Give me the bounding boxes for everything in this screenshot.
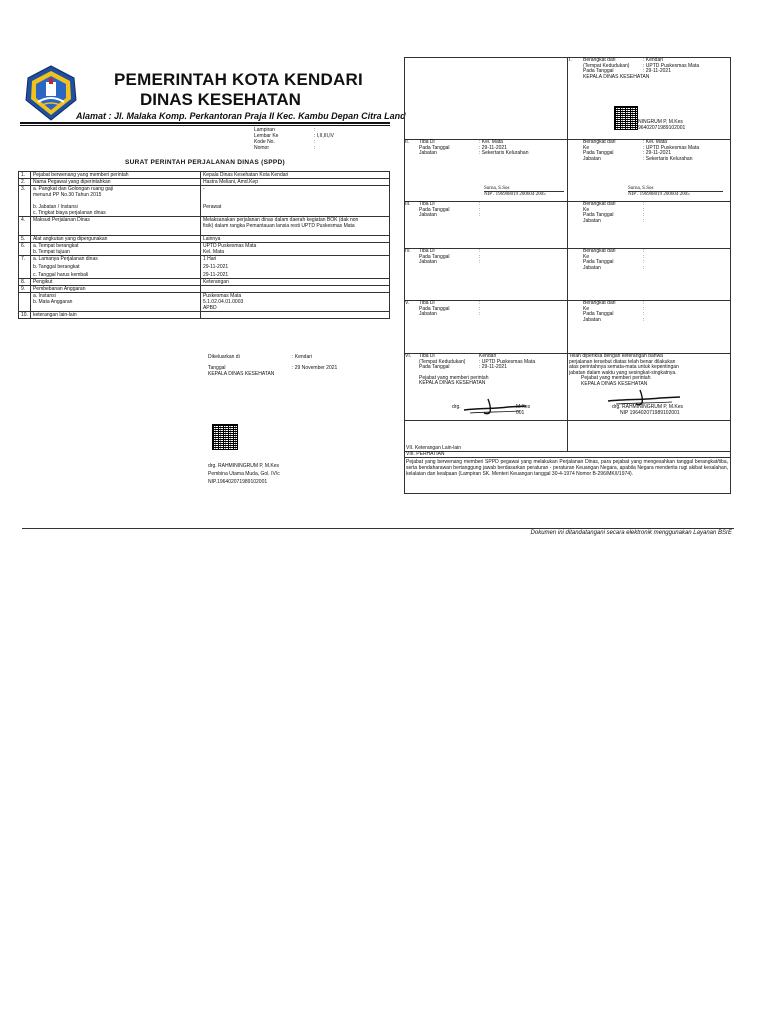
section-number: VI. <box>405 353 412 359</box>
row-value <box>200 217 389 236</box>
row-value-line: APBD <box>202 305 217 311</box>
row-value <box>200 312 389 319</box>
field-value: : Kendari <box>643 57 664 63</box>
row-number: 7. <box>19 256 31 279</box>
field-value: : Kel. Mata <box>643 139 667 145</box>
row-label-line: c. Tingkat biaya perjalanan dinas <box>32 210 106 216</box>
table-row <box>19 217 390 236</box>
field-label: Berangkat dari <box>583 139 616 145</box>
section-number: II. <box>405 139 410 145</box>
row-value-line: Perawat <box>202 204 222 210</box>
row-label: Nama Pegawai yang diperintahkan <box>30 179 200 186</box>
field-label: Jabatan <box>583 217 601 224</box>
field-value: : <box>643 217 645 224</box>
qr-code-icon <box>212 424 238 450</box>
field-command: Pejabat yang memberi perintah <box>581 375 651 381</box>
field-label: Pada Tanggal <box>583 311 614 317</box>
field-label: Pada Tanggal <box>419 253 450 260</box>
row-label-line: a. Lamanya Perjalanan dinas <box>32 256 98 262</box>
meta-value: : <box>314 127 316 133</box>
row-value-line: 29-11-2021 <box>202 272 229 278</box>
sppd-table <box>18 171 390 319</box>
row-label-line: c. Tanggal harus kembali <box>32 272 89 278</box>
department-name: DINAS KESEHATAN <box>140 90 301 109</box>
field-label: Pada Tanggal <box>419 305 450 312</box>
field-label: Pada Tanggal <box>419 144 450 151</box>
table-row <box>19 256 390 279</box>
row-value: Kepala Dinas Kesehatan Kota Kendari <box>200 172 389 179</box>
field-label: Tiba Di <box>419 353 435 359</box>
field-value: : <box>479 201 481 207</box>
field-value: : <box>479 248 481 254</box>
field-label: Berangkat dari <box>583 57 616 63</box>
section-vi-signatory-left <box>452 405 530 416</box>
table-row <box>19 286 390 293</box>
section-v-arrival <box>405 301 480 318</box>
field-value: : <box>643 206 645 213</box>
field-office: KEPALA DINAS KESEHATAN <box>583 73 650 80</box>
meta-value: : <box>314 145 316 151</box>
meta-key: Lembar Ke <box>254 133 279 139</box>
field-value: : <box>643 201 645 207</box>
signatory-name: drg. RAHMININGRUM P, M.Kes <box>612 404 684 410</box>
row-value-line: Melaksanakan perjalanan dinas dalam daerah kegiatan BOK (dak non <box>202 217 359 223</box>
field-label: Jabatan <box>583 264 601 271</box>
row-label-line: b. Mata Anggaran <box>32 299 73 305</box>
row-number: 1. <box>19 172 31 179</box>
row-label <box>30 256 200 279</box>
row-number: 3. <box>19 186 31 217</box>
row-label: Maksud Perjalanan Dinas <box>30 217 200 236</box>
field-value: : UPTD Puskesmas Mata <box>643 62 700 69</box>
field-label: Tiba Di <box>419 300 435 306</box>
row-label-line: menurut PP No.30 Tahun 2015 <box>32 192 102 198</box>
row-number: 8. <box>19 279 31 286</box>
section-ii-departure <box>583 140 699 162</box>
document-title: SURAT PERINTAH PERJALANAN DINAS (SPPD) <box>125 159 285 166</box>
row-value-line: Puskesmas Mata <box>202 293 242 299</box>
field-label: Pada Tanggal <box>583 150 614 156</box>
row-label-line: b. Tanggal berangkat <box>32 264 80 270</box>
field-value: : <box>643 259 645 265</box>
table-row <box>19 243 390 256</box>
qr-code-icon <box>614 106 638 130</box>
field-office: KEPALA DINAS KESEHATAN <box>581 380 648 387</box>
issue-place-label: Dikeluarkan di <box>208 354 240 360</box>
section-vii <box>406 446 461 457</box>
meta-key: Nomor <box>254 145 270 151</box>
issue-date-label: Tanggal <box>208 365 226 371</box>
section-number: IV. <box>405 248 411 254</box>
field-label: (Tempat Kedudukan) <box>583 62 630 69</box>
row-value <box>200 293 389 312</box>
field-label: Tiba Di <box>419 201 435 207</box>
row-value <box>200 186 389 217</box>
row-label-line: b. Tempat tujuan <box>32 249 70 255</box>
row-value: Hastra Meliani, Amd.Kep <box>200 179 389 186</box>
signature-rule <box>628 191 723 192</box>
issuance-block <box>208 354 337 382</box>
city-emblem-icon <box>24 64 78 122</box>
field-label: Pada Tanggal <box>583 259 614 265</box>
field-value: : UPTD Puskesmas Mata <box>643 144 700 151</box>
field-value: : <box>643 300 645 306</box>
signatory-nip: NIP 196402071989102001 <box>620 409 680 416</box>
field-label: Berangkat dari <box>583 201 616 207</box>
signature-rule <box>484 191 564 192</box>
section-number: V. <box>405 300 410 306</box>
row-label: Pejabat berwenang yang memberi perintah <box>30 172 200 179</box>
field-label: Jabatan <box>583 155 601 162</box>
issue-date: : 29 November 2021 <box>292 365 338 371</box>
field-value: : <box>643 311 645 317</box>
statement-line: atas perintahnya semata-mata untuk kepentingan <box>569 364 679 370</box>
row-value: Keterangan <box>200 279 389 286</box>
meta-key: Kode No. <box>254 139 275 145</box>
row-divider <box>404 457 731 458</box>
field-value: : <box>479 259 481 265</box>
section-iii-arrival <box>405 202 480 219</box>
meta-value: : I,II,III,IV <box>314 133 335 139</box>
section-vi-statement <box>569 354 679 387</box>
section-iv-departure <box>583 249 644 271</box>
section-ii-arrival <box>405 140 528 157</box>
signatory-nip: NIP.196402071989102001 <box>208 479 268 485</box>
signatory-block <box>208 462 280 486</box>
table-row <box>19 312 390 319</box>
section-iii-departure <box>583 202 644 224</box>
field-value: : <box>643 212 645 218</box>
signatory-prefix: drg. <box>452 404 461 410</box>
section-i <box>569 58 699 80</box>
row-number: 6. <box>19 243 31 256</box>
table-row <box>19 186 390 217</box>
issue-place: : Kendari <box>292 354 313 360</box>
row-number: 4. <box>19 217 31 236</box>
footer-note: Dokumen ini ditandatangani secara elektronik menggunakan Layanan BSrE <box>530 530 732 536</box>
table-row <box>19 236 390 243</box>
row-label: keterangan lain-lain <box>30 312 200 319</box>
field-label: Pada Tanggal <box>583 68 614 74</box>
row-value-line: UPTD Puskesmas Mata <box>202 243 257 249</box>
row-number: 9. <box>19 286 31 293</box>
row-number: 2. <box>19 179 31 186</box>
field-value: : <box>479 305 481 312</box>
field-label: Ke <box>583 206 590 213</box>
field-label: Ke <box>583 253 590 260</box>
signatory-name: NINGRUM P, M.Kes <box>638 119 683 125</box>
field-value: : UPTD Puskesmas Mata <box>479 358 536 365</box>
table-row <box>19 293 390 312</box>
field-label: Ke <box>583 305 590 312</box>
column-divider <box>567 57 568 451</box>
field-command: Pejabat yang memberi perintah <box>419 374 489 381</box>
field-value: : Sekertaris Kelurahan <box>479 150 529 156</box>
row-label-line: b. Jabatan / Instansi <box>32 204 78 210</box>
statement-line: Telah diperiksa dengan keterangan bahwa <box>569 353 663 359</box>
field-value: : 29-11-2021 <box>643 150 671 156</box>
signatory-name: Surna, S.Sos <box>628 186 654 191</box>
field-label: Tiba Di <box>419 139 435 145</box>
section-number: III. <box>405 201 411 207</box>
row-value-line: 29-11-2021 <box>202 264 229 270</box>
row-value-line: 5.1.02.04.01.0003 <box>202 299 244 305</box>
signatory-name: drg. RAHMININGRUM P, M.Kes <box>208 463 280 469</box>
section-heading: VII. Keterangan Lain-lain <box>406 445 462 451</box>
government-name: PEMERINTAH KOTA KENDARI <box>114 70 363 89</box>
row-number: 5. <box>19 236 31 243</box>
field-value: : <box>479 253 481 260</box>
field-value: : Kel. Mata <box>479 139 503 145</box>
field-label: Berangkat dari <box>583 248 616 254</box>
row-label-line: a. Pangkat dan Golongan ruang gaji <box>32 186 114 192</box>
signatory-title: M.Kes <box>516 404 531 410</box>
field-value: : 29-11-2021 <box>479 144 507 151</box>
row-label-line: a. Instansi <box>32 293 56 299</box>
section-heading: VIII. PERHATIAN <box>406 450 445 457</box>
meta-key: Lampiran <box>254 127 275 133</box>
field-value: : 29-11-2021 <box>479 364 507 370</box>
row-label: Pengikut <box>30 279 200 286</box>
section-number: I. <box>569 57 572 63</box>
field-label: Jabatan <box>419 259 437 265</box>
statement-line: jabatan dalam waktu yang sesingkat-singkatnya. <box>569 369 677 376</box>
field-value: Kendari <box>479 353 497 359</box>
footer-rule <box>22 528 734 529</box>
field-value: : Sekertaris Kelurahan <box>643 155 693 162</box>
field-value: : <box>643 305 645 312</box>
row-label <box>30 293 200 312</box>
signatory-nip: NIP . 196908019 200604 2005 <box>628 191 690 197</box>
table-row <box>19 279 390 286</box>
field-label: Berangkat dari <box>583 300 616 306</box>
document-meta <box>254 127 334 151</box>
header-rule <box>20 122 390 124</box>
row-value-line: - <box>202 186 205 192</box>
address-line: Alamat : Jl. Malaka Komp. Perkantoran Praja II Kec. Kambu Depan Citra Land <box>76 111 406 121</box>
signatory-nip: NIP . 196908019 200604 2005 <box>484 191 546 197</box>
row-value: Lainnya <box>200 236 389 243</box>
field-value: : <box>479 311 481 317</box>
row-label <box>30 243 200 256</box>
field-label: Pada Tanggal <box>419 206 450 213</box>
field-value: : 29-11-2021 <box>643 68 671 74</box>
signatory-number: 001 <box>516 409 525 416</box>
section-vi-signatory-right <box>612 405 683 416</box>
row-label: Alat angkutan yang dipergunakan <box>30 236 200 243</box>
signatory-rank: Pembina Utama Muda, Gol. IV/c <box>208 471 280 477</box>
field-value: : <box>479 212 481 218</box>
row-divider <box>404 420 731 421</box>
row-value-line: Kel. Mata <box>202 249 225 255</box>
field-value: : <box>643 253 645 260</box>
field-label: Ke <box>583 144 590 151</box>
row-value-line: fisik) dalam rangka Pemantauan lansia resti UPTD Puskesmas Mata <box>202 223 355 229</box>
meta-value: : <box>314 139 316 145</box>
field-label: Pada Tanggal <box>419 364 450 370</box>
signatory-name: Surna, S.Sos <box>484 186 510 191</box>
section-i-signatory <box>638 120 685 131</box>
field-label: Pada Tanggal <box>583 212 614 218</box>
table-row <box>19 179 390 186</box>
row-label-line: a. Tempat berangkat <box>32 243 79 249</box>
section-vi-arrival <box>405 354 535 387</box>
issue-office: KEPALA DINAS KESEHATAN <box>208 371 275 377</box>
field-label: Jabatan <box>419 212 437 218</box>
row-value <box>200 286 389 293</box>
header-rule-thin <box>20 125 390 126</box>
row-value-line: 1 Hari <box>202 256 217 262</box>
field-value: : <box>479 300 481 306</box>
statement-line: perjalanan tersebut diatas telah benar dilakukan <box>569 358 676 365</box>
row-label <box>30 186 200 217</box>
row-label: Pembebanan Anggaran <box>30 286 200 293</box>
row-number: 10. <box>19 312 31 319</box>
field-value: : <box>643 248 645 254</box>
field-value: : <box>643 264 645 271</box>
field-label: Jabatan <box>583 316 601 323</box>
field-value: : <box>479 206 481 213</box>
section-v-departure <box>583 301 644 323</box>
signatory-nip: 96402071989102001 <box>638 124 686 131</box>
notice-text: Pejabat yang berwenang memberi SPPD pegawai yang melakukan Perjalanan Dinas, para pejabat yang mengesahkan tanggal berangkat/tiba, serta bendaharawan bertanggung jawab berdasarkan peraturan - peraturan Keuangan Negara, apabila Negara menderita rugi akibat kesalahan, kelalaian dan kealpaan (Lampiran SK. Menteri Keuangan tanggal 30-4-1974 Nomor B-296/MK/I/1974). <box>406 459 728 477</box>
table-row <box>19 172 390 179</box>
field-office: KEPALA DINAS KESEHATAN <box>419 380 486 386</box>
field-label: Jabatan <box>419 311 437 317</box>
section-iv-arrival <box>405 249 480 266</box>
row-value <box>200 256 389 279</box>
field-label: (Tempat Kedudukan) <box>419 358 466 365</box>
field-label: Jabatan <box>419 150 437 156</box>
field-label: Tiba Di <box>419 248 435 254</box>
field-value: : <box>643 316 645 323</box>
row-value <box>200 243 389 256</box>
